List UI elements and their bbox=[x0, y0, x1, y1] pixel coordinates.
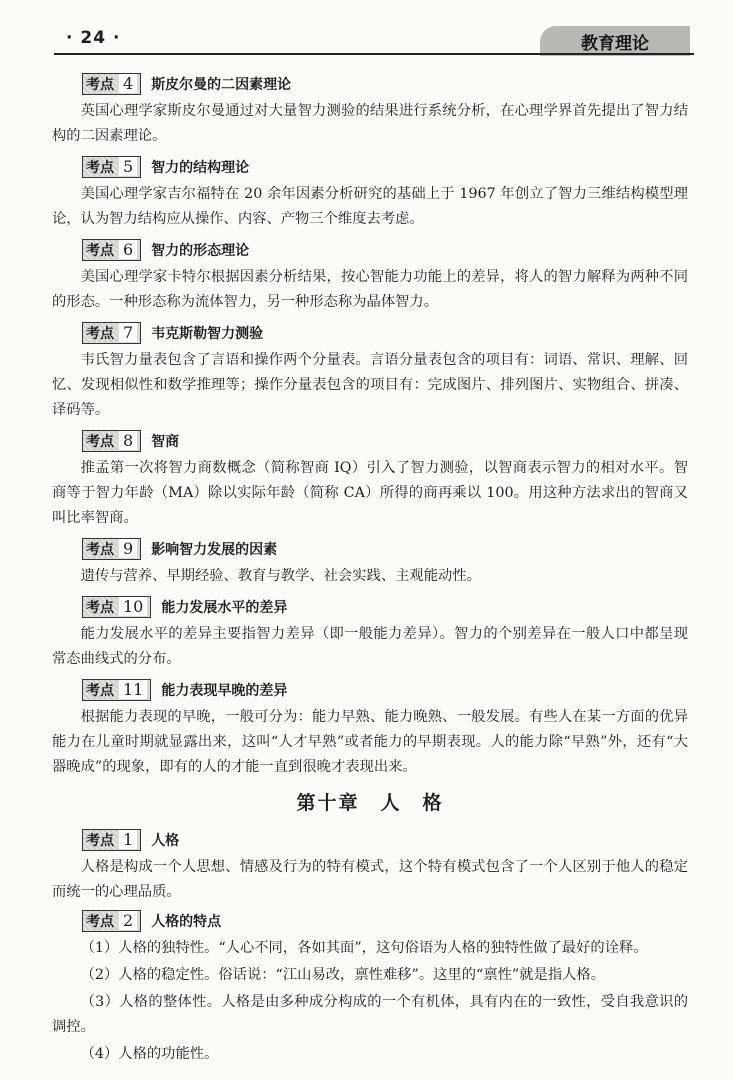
exam-point-heading bbox=[82, 319, 688, 346]
exam-point-badge bbox=[82, 430, 141, 452]
exam-point-badge bbox=[82, 596, 151, 618]
badge-label: 考点 bbox=[83, 830, 117, 850]
paragraph: 美国心理学家吉尔福特在 20 余年因素分析研究的基础上于 1967 年创立了智力三维结构模型理论，认为智力结构应从操作、内容、产物三个维度去考虑。 bbox=[52, 186, 688, 227]
exam-point-heading bbox=[82, 907, 688, 934]
exam-point-heading bbox=[82, 70, 688, 97]
exam-point-badge bbox=[82, 322, 141, 344]
badge-label: 考点 bbox=[83, 431, 117, 451]
exam-point-title: 能力表现早晚的差异 bbox=[161, 682, 288, 699]
exam-point-badge bbox=[82, 239, 141, 261]
paragraph: （2）人格的稳定性。俗话说：“江山易改，禀性难移”。这里的“禀性”就是指人格。 bbox=[80, 967, 606, 983]
exam-point-title: 人格 bbox=[151, 832, 180, 849]
badge-label: 考点 bbox=[83, 597, 117, 617]
paragraph: 推孟第一次将智力商数概念（简称智商 IQ）引入了智力测验，以智商表示智力的相对水平。智商等于智力年龄（MA）除以实际年龄（简称 CA）所得的商再乘以 100。用这种方法求出的智商又叫比率智商。 bbox=[52, 460, 688, 526]
exam-point-heading bbox=[82, 676, 688, 703]
exam-point-heading bbox=[82, 153, 688, 180]
badge-number: 7 bbox=[119, 323, 137, 342]
badge-label: 考点 bbox=[83, 680, 117, 700]
badge-label: 考点 bbox=[83, 74, 117, 94]
badge-number: 4 bbox=[119, 74, 137, 93]
badge-number: 6 bbox=[119, 240, 137, 259]
paragraph: （1）人格的独特性。“人心不同，各如其面”，这句俗语为人格的独特性做了最好的诠释。 bbox=[80, 940, 648, 956]
exam-point-title: 智力的形态理论 bbox=[151, 242, 250, 259]
badge-number: 11 bbox=[119, 680, 147, 699]
paragraph: 英国心理学家斯皮尔曼通过对大量智力测验的结果进行系统分析，在心理学界首先提出了智力结构的二因素理论。 bbox=[52, 103, 688, 144]
exam-point-heading bbox=[82, 826, 688, 853]
badge-label: 考点 bbox=[83, 911, 117, 931]
exam-point-title: 人格的特点 bbox=[151, 913, 222, 930]
badge-number: 5 bbox=[119, 157, 137, 176]
page-number: · 24 · bbox=[66, 28, 121, 48]
badge-label: 考点 bbox=[83, 157, 117, 177]
paragraph: 遗传与营养、早期经验、教育与教学、社会实践、主观能动性。 bbox=[80, 568, 481, 584]
section-tab-label: 教育理论 bbox=[581, 33, 649, 54]
exam-point-badge bbox=[82, 156, 141, 178]
badge-number: 8 bbox=[119, 431, 137, 450]
exam-point-badge bbox=[82, 679, 151, 701]
exam-point-title: 影响智力发展的因素 bbox=[151, 541, 278, 558]
badge-label: 考点 bbox=[83, 240, 117, 260]
exam-point-heading bbox=[82, 535, 688, 562]
paragraph: （3）人格的整体性。人格是由多种成分构成的一个有机体，具有内在的一致性，受自我意识的调控。 bbox=[52, 994, 688, 1035]
paragraph: 人格是构成一个人思想、情感及行为的特有模式，这个特有模式包含了一个人区别于他人的稳定而统一的心理品质。 bbox=[52, 859, 688, 900]
exam-point-title: 能力发展水平的差异 bbox=[161, 599, 288, 616]
paragraph: 根据能力表现的早晚，一般可分为：能力早熟、能力晚熟、一般发展。有些人在某一方面的优异能力在儿童时期就显露出来，这叫“人才早熟”或者能力的早期表现。人的能力除“早熟”外，还有“大器晚成”的现象，即有的人的才能一直到很晚才表现出来。 bbox=[52, 709, 688, 775]
badge-label: 考点 bbox=[83, 539, 117, 559]
exam-point-title: 智商 bbox=[151, 433, 180, 450]
exam-point-badge bbox=[82, 910, 141, 932]
header-rule bbox=[54, 53, 694, 55]
exam-point-heading bbox=[82, 427, 688, 454]
exam-point-badge bbox=[82, 538, 141, 560]
badge-label: 考点 bbox=[83, 323, 117, 343]
page-body bbox=[52, 70, 688, 1069]
section-tab bbox=[540, 26, 690, 56]
exam-point-title: 智力的结构理论 bbox=[151, 159, 250, 176]
exam-point-badge bbox=[82, 829, 141, 851]
exam-point-badge bbox=[82, 73, 141, 95]
badge-number: 10 bbox=[119, 597, 147, 616]
badge-number: 2 bbox=[119, 911, 137, 930]
exam-points bbox=[52, 70, 688, 780]
chapter-title: 第十章 人 格 bbox=[296, 792, 444, 814]
paragraph: 能力发展水平的差异主要指智力差异（即一般能力差异）。智力的个别差异在一般人口中都呈现常态曲线式的分布。 bbox=[52, 626, 688, 667]
badge-number: 9 bbox=[119, 539, 137, 558]
chapter-exam-points bbox=[52, 826, 688, 1067]
exam-point-title: 斯皮尔曼的二因素理论 bbox=[151, 76, 292, 93]
exam-point-heading bbox=[82, 593, 688, 620]
exam-point-title: 韦克斯勒智力测验 bbox=[151, 325, 264, 342]
paragraph: 韦氏智力量表包含了言语和操作两个分量表。言语分量表包含的项目有：词语、常识、理解、回忆、发现相似性和数学推理等；操作分量表包含的项目有：完成图片、排列图片、实物组合、拼凑、译码等。 bbox=[52, 352, 688, 418]
exam-point-heading bbox=[82, 236, 688, 263]
paragraph: 美国心理学家卡特尔根据因素分析结果，按心智能力功能上的差异，将人的智力解释为两种不同的形态。一种形态称为流体智力，另一种形态称为晶体智力。 bbox=[52, 269, 688, 310]
paragraph: （4）人格的功能性。 bbox=[80, 1046, 219, 1062]
badge-number: 1 bbox=[119, 830, 137, 849]
